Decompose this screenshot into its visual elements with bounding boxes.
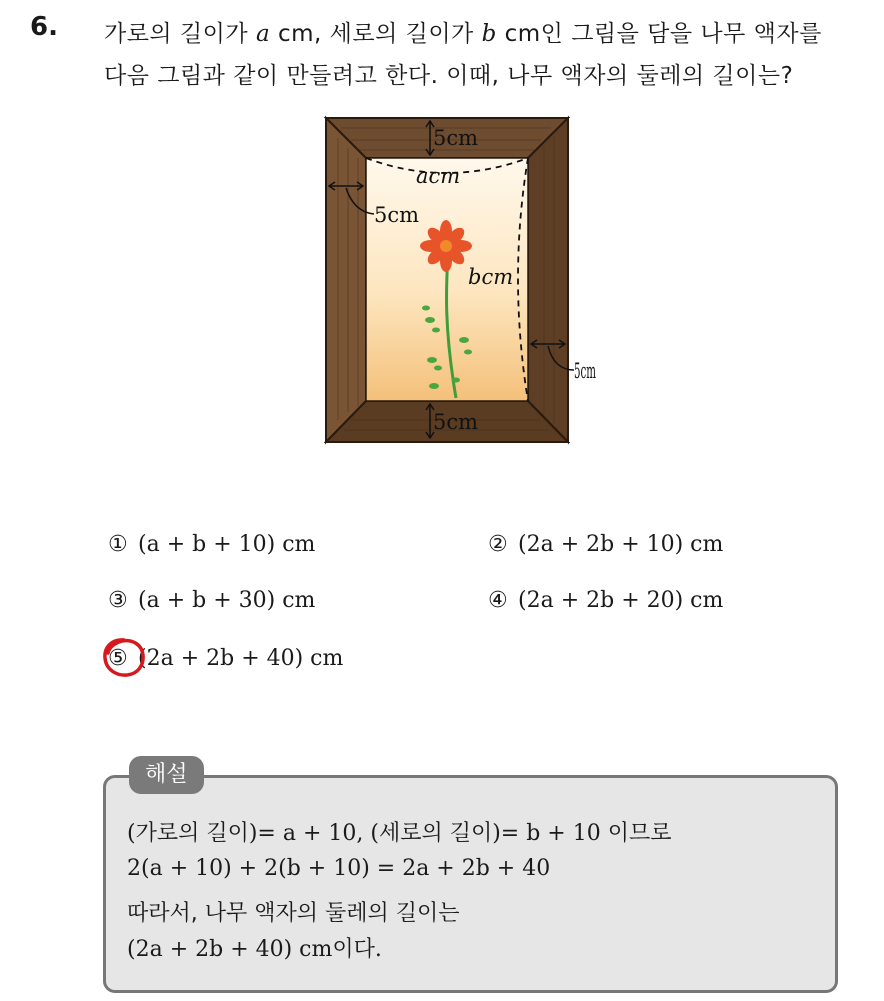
- question-line-2: 다음 그림과 같이 만들려고 한다. 이때, 나무 액자의 둘레의 길이는?: [104, 63, 794, 89]
- choice-2[interactable]: [488, 532, 723, 557]
- label-b-cm: bcm: [468, 265, 514, 289]
- variable-b: b: [481, 21, 497, 47]
- choice-number: ①: [108, 532, 128, 557]
- label-top-5cm: 5cm: [433, 126, 479, 150]
- choice-number: ④: [488, 588, 508, 613]
- question-text-part: cm, 세로의 길이가: [270, 21, 482, 47]
- choice-number: ③: [108, 588, 128, 613]
- choice-number: ⑤: [108, 646, 128, 671]
- frame-right: [528, 118, 568, 442]
- choice-3[interactable]: [108, 588, 315, 613]
- explanation-line-1: (가로의 길이)= a + 10, (세로의 길이)= b + 10 이므로: [127, 821, 672, 846]
- label-a-cm: acm: [416, 164, 461, 188]
- choice-text: (2a + 2b + 10) cm: [518, 532, 724, 557]
- question-line-1: [104, 15, 822, 48]
- explanation-tag: 해설: [129, 756, 204, 794]
- label-bottom-5cm: 5cm: [433, 410, 479, 434]
- explanation-line-3: 따라서, 나무 액자의 둘레의 길이는: [127, 901, 460, 926]
- choice-1[interactable]: [108, 532, 315, 557]
- answer-circle-mark: [101, 636, 147, 680]
- choice-4[interactable]: [488, 588, 723, 613]
- label-right-5cm: 5cm: [574, 359, 597, 383]
- choice-text: (a + b + 30) cm: [138, 588, 316, 613]
- question-text-part: 가로의 길이가: [104, 21, 256, 47]
- explanation-line-4: (2a + 2b + 40) cm이다.: [127, 937, 382, 962]
- variable-a: a: [255, 21, 271, 47]
- question-text-part: cm인 그림을 담을 나무 액자를: [496, 21, 822, 47]
- choice-text: (a + b + 10) cm: [138, 532, 316, 557]
- question-number: 6.: [30, 12, 58, 42]
- frame-left: [326, 118, 366, 442]
- choice-text: (2a + 2b + 40) cm: [138, 646, 344, 671]
- label-left-5cm: 5cm: [374, 203, 420, 227]
- choice-number: ②: [488, 532, 508, 557]
- explanation-line-2: 2(a + 10) + 2(b + 10) = 2a + 2b + 40: [127, 856, 551, 881]
- frame-figure: [296, 108, 596, 453]
- choice-text: (2a + 2b + 20) cm: [518, 588, 724, 613]
